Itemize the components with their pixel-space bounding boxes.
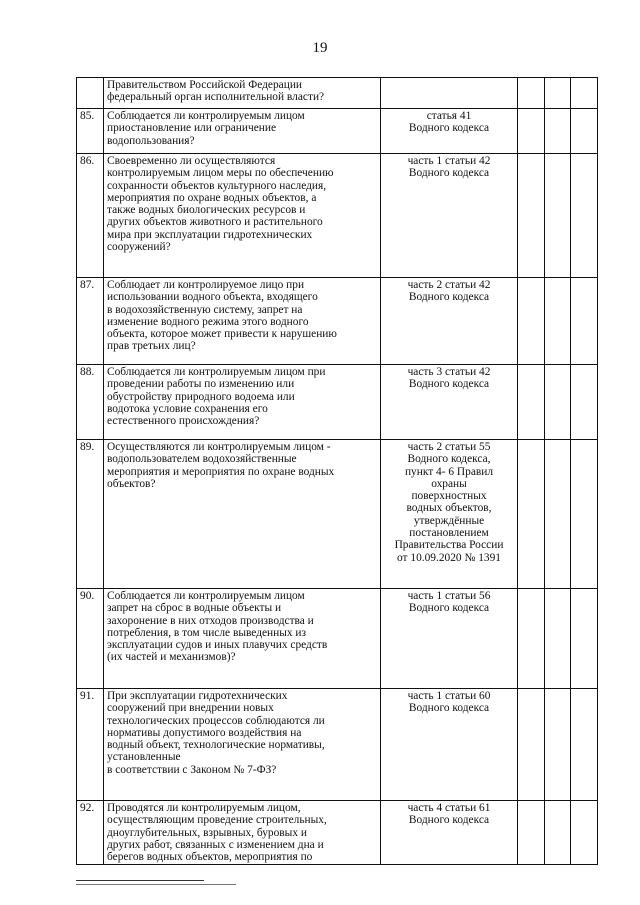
legal-reference-cell <box>381 689 518 801</box>
checklist-table <box>76 77 598 865</box>
question-line: запрет на сброс в водные объекты и <box>107 602 282 615</box>
checklist-rows <box>77 78 598 865</box>
reference-line: Водного кодекса <box>408 378 490 391</box>
question-line: федеральный орган исполнительной власти? <box>107 91 325 104</box>
answer-no-cell[interactable] <box>545 689 571 801</box>
answer-no-cell[interactable] <box>545 154 571 278</box>
reference-line: часть 2 статьи 55 <box>407 441 491 453</box>
question-line: сооружений? <box>107 241 171 254</box>
answer-yes-cell[interactable] <box>518 440 545 589</box>
reference-line: Водного кодекса <box>408 814 490 827</box>
answer-yes-cell[interactable] <box>518 689 545 801</box>
answer-na-cell[interactable] <box>571 801 598 865</box>
question-line: эксплуатации судов и иных плавучих средств <box>107 639 328 652</box>
question-line: прав третьих лиц? <box>107 340 196 353</box>
question-line: также водных биологических ресурсов и <box>107 204 306 217</box>
row-number: 87. <box>77 278 104 365</box>
answer-na-cell[interactable] <box>571 589 598 689</box>
reference-line: часть 1 статьи 42 <box>407 155 491 167</box>
footnote-divider-shadow <box>76 884 236 885</box>
legal-reference-cell <box>381 278 518 365</box>
answer-no-cell[interactable] <box>545 78 571 109</box>
reference-line: водных объектов, <box>406 502 492 515</box>
reference-line: статья 41 <box>426 110 472 122</box>
question-line: Соблюдается ли контролируемым лицом <box>107 590 305 602</box>
question-line: водопользования? <box>107 134 195 147</box>
question-line: (их частей и механизмов)? <box>107 651 236 664</box>
reference-line: Водного кодекса <box>408 122 490 135</box>
answer-na-cell[interactable] <box>571 78 598 109</box>
reference-line: часть 3 статьи 42 <box>407 366 491 378</box>
answer-na-cell[interactable] <box>571 109 598 154</box>
reference-line: Водного кодекса <box>408 702 490 715</box>
question-line: При эксплуатации гидротехнических <box>107 690 288 702</box>
row-number: 85. <box>77 109 104 154</box>
question-line: берегов водных объектов, мероприятия по <box>107 851 313 864</box>
answer-yes-cell[interactable] <box>518 154 545 278</box>
answer-no-cell[interactable] <box>545 109 571 154</box>
question-line: приостановление или ограничение <box>107 122 277 135</box>
question-line: контролируемым лицом меры по обеспечению <box>107 167 334 180</box>
reference-line: Водного кодекса, <box>407 453 491 466</box>
answer-na-cell[interactable] <box>571 154 598 278</box>
question-line: осуществляющим проведение строительных, <box>107 814 327 827</box>
answer-na-cell[interactable] <box>571 278 598 365</box>
reference-line: поверхностных <box>411 490 487 503</box>
answer-yes-cell[interactable] <box>518 589 545 689</box>
legal-reference-cell <box>381 154 518 278</box>
question-line: водотока условие сохранения его <box>107 402 268 415</box>
answer-no-cell[interactable] <box>545 589 571 689</box>
question-line: изменение водного режима этого водного <box>107 315 309 328</box>
answer-na-cell[interactable] <box>571 440 598 589</box>
answer-na-cell[interactable] <box>571 689 598 801</box>
reference-line: Водного кодекса <box>408 167 490 180</box>
question-line: Своевременно ли осуществляются <box>107 155 276 167</box>
table-row <box>77 78 598 109</box>
legal-reference-cell <box>381 365 518 440</box>
question-line: объектов? <box>107 477 156 490</box>
answer-yes-cell[interactable] <box>518 365 545 440</box>
question-line: обустройству природного водоема или <box>107 390 295 403</box>
footnote-divider <box>76 880 204 881</box>
reference-line: Правительства России <box>394 539 504 552</box>
question-line: установленные <box>107 751 181 764</box>
page-number: 19 <box>312 40 328 56</box>
answer-na-cell[interactable] <box>571 365 598 440</box>
reference-line: от 10.09.2020 № 1391 <box>397 551 501 564</box>
reference-line: часть 4 статьи 61 <box>407 802 491 814</box>
answer-yes-cell[interactable] <box>518 109 545 154</box>
question-cell <box>104 689 381 801</box>
table-row <box>77 689 598 801</box>
row-number: 89. <box>77 440 104 589</box>
question-cell <box>104 78 381 109</box>
answer-yes-cell[interactable] <box>518 78 545 109</box>
question-cell <box>104 589 381 689</box>
question-line: мероприятия по охране водных объектов, а <box>107 191 317 204</box>
question-line: Соблюдает ли контролируемое лицо при <box>107 279 305 291</box>
row-number: 86. <box>77 154 104 278</box>
reference-line: утверждённые <box>413 514 485 527</box>
answer-yes-cell[interactable] <box>518 801 545 865</box>
question-line: проведении работы по изменению или <box>107 378 295 391</box>
row-number: 91. <box>77 689 104 801</box>
answer-no-cell[interactable] <box>545 278 571 365</box>
question-line: объекта, которое может привести к нарушению <box>107 328 337 341</box>
question-line: дноуглубительных, взрывных, буровых и <box>107 826 307 839</box>
question-line: захоронение в них отходов производства и <box>107 614 314 627</box>
question-cell <box>104 801 381 865</box>
table-row <box>77 440 598 589</box>
question-line: водопользователем водохозяйственные <box>107 453 297 466</box>
answer-no-cell[interactable] <box>545 801 571 865</box>
reference-line: часть 1 статьи 60 <box>407 690 491 702</box>
question-line: мира при эксплуатации гидротехнических <box>107 228 313 241</box>
question-line: потребления, в том числе выведенных из <box>107 626 307 639</box>
question-cell <box>104 440 381 589</box>
question-cell <box>104 365 381 440</box>
row-number: 90. <box>77 589 104 689</box>
reference-line: пункт 4- 6 Правил <box>404 465 494 478</box>
question-line: Соблюдается ли контролируемым лицом <box>107 110 305 122</box>
question-line: технологических процессов соблюдаются ли <box>107 714 325 727</box>
reference-line: часть 2 статьи 42 <box>407 279 491 291</box>
reference-line: часть 1 статьи 56 <box>407 590 491 602</box>
reference-line: Водного кодекса <box>408 602 490 615</box>
legal-reference-cell <box>381 589 518 689</box>
question-line: других объектов животного и растительного <box>107 216 323 229</box>
question-line: использовании водного объекта, входящего <box>107 291 318 304</box>
question-line: сохранности объектов культурного наследия, <box>107 179 327 192</box>
question-line: естественного происхождения? <box>107 415 260 428</box>
table-row <box>77 109 598 154</box>
row-number: 88. <box>77 365 104 440</box>
table-row <box>77 589 598 689</box>
question-line: Осуществляются ли контролируемым лицом - <box>107 441 331 453</box>
question-line: мероприятия и мероприятия по охране водных <box>107 465 335 478</box>
question-cell <box>104 109 381 154</box>
table-row <box>77 154 598 278</box>
question-line: Проводятся ли контролируемым лицом, <box>107 802 301 814</box>
table-row <box>77 365 598 440</box>
answer-no-cell[interactable] <box>545 440 571 589</box>
reference-line: Водного кодекса <box>408 291 490 304</box>
question-cell <box>104 278 381 365</box>
question-line: в соответствии с Законом № 7-ФЗ? <box>107 763 277 776</box>
answer-no-cell[interactable] <box>545 365 571 440</box>
row-number <box>77 78 104 109</box>
question-cell <box>104 154 381 278</box>
table-row <box>77 278 598 365</box>
question-line: Соблюдается ли контролируемым лицом при <box>107 366 326 378</box>
legal-reference-cell <box>381 440 518 589</box>
reference-line: охраны <box>431 477 467 490</box>
question-line: нормативы допустимого воздействия на <box>107 726 302 739</box>
question-line: сооружений при внедрении новых <box>107 702 274 715</box>
answer-yes-cell[interactable] <box>518 278 545 365</box>
table-row <box>77 801 598 865</box>
question-line: в водохозяйственную систему, запрет на <box>107 303 303 316</box>
legal-reference-cell <box>381 109 518 154</box>
question-line: водный объект, технологические нормативы, <box>107 739 325 752</box>
legal-reference-cell <box>381 801 518 865</box>
reference-line: постановлением <box>409 527 489 540</box>
question-line: Правительством Российской Федерации <box>107 79 303 91</box>
row-number: 92. <box>77 801 104 865</box>
legal-reference-cell <box>381 78 518 109</box>
question-line: других работ, связанных с изменением дна и <box>107 838 324 851</box>
